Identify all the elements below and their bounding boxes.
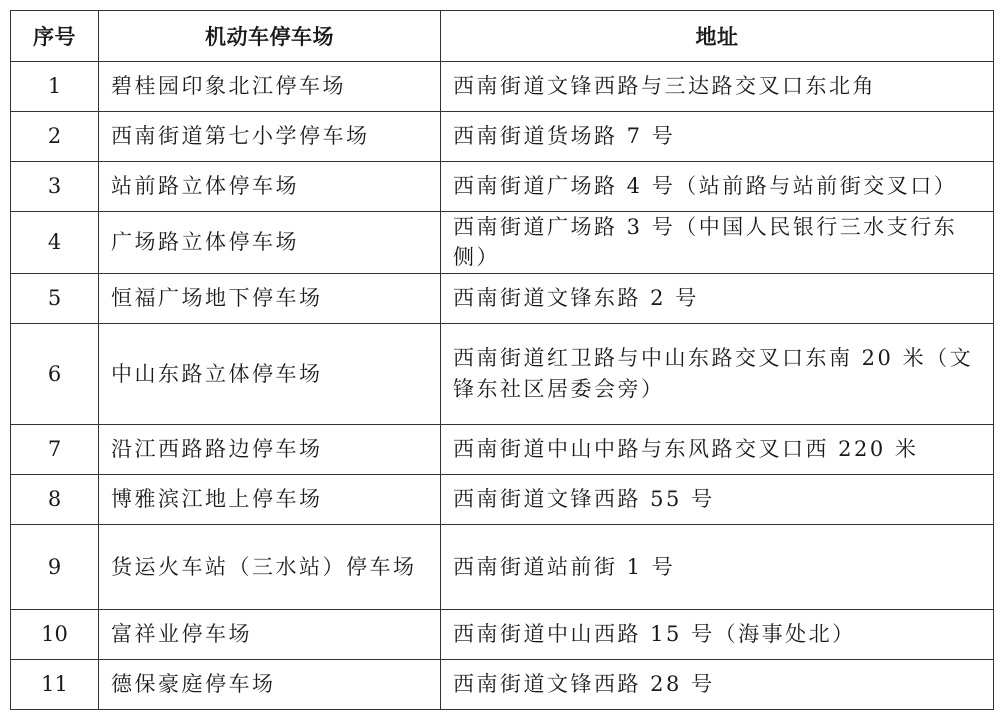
- row-address: 西南街道广场路 3 号（中国人民银行三水支行东侧）: [441, 212, 994, 274]
- table-row: [11, 212, 994, 274]
- row-address: 西南街道文锋西路 28 号: [441, 659, 994, 709]
- table-row: [11, 609, 994, 659]
- row-address: 西南街道文锋西路与三达路交叉口东北角: [441, 62, 994, 112]
- row-index: 4: [11, 212, 99, 274]
- row-name: 博雅滨江地上停车场: [99, 474, 441, 524]
- parking-lot-table: [10, 10, 994, 710]
- row-index: 10: [11, 609, 99, 659]
- row-index: 2: [11, 112, 99, 162]
- row-index: 3: [11, 162, 99, 212]
- row-name: 沿江西路路边停车场: [99, 424, 441, 474]
- row-index: 9: [11, 524, 99, 609]
- table-row: [11, 659, 994, 709]
- table-row: [11, 424, 994, 474]
- row-name: 站前路立体停车场: [99, 162, 441, 212]
- row-name: 碧桂园印象北江停车场: [99, 62, 441, 112]
- row-address: 西南街道货场路 7 号: [441, 112, 994, 162]
- row-address: 西南街道中山西路 15 号（海事处北）: [441, 609, 994, 659]
- table-row: [11, 62, 994, 112]
- table-row: [11, 474, 994, 524]
- row-index: 11: [11, 659, 99, 709]
- table-row: [11, 273, 994, 323]
- row-name: 德保豪庭停车场: [99, 659, 441, 709]
- row-index: 8: [11, 474, 99, 524]
- row-address: 西南街道站前街 1 号: [441, 524, 994, 609]
- row-name: 西南街道第七小学停车场: [99, 112, 441, 162]
- header-name: 机动车停车场: [99, 11, 441, 62]
- row-name: 中山东路立体停车场: [99, 323, 441, 424]
- table-row: [11, 524, 994, 609]
- row-address: 西南街道中山中路与东风路交叉口西 220 米: [441, 424, 994, 474]
- row-name: 富祥业停车场: [99, 609, 441, 659]
- table-row: [11, 112, 994, 162]
- header-index: 序号: [11, 11, 99, 62]
- row-index: 7: [11, 424, 99, 474]
- row-address: 西南街道红卫路与中山东路交叉口东南 20 米（文锋东社区居委会旁）: [441, 323, 994, 424]
- table-header-row: [11, 11, 994, 62]
- table-row: [11, 323, 994, 424]
- row-name: 广场路立体停车场: [99, 212, 441, 274]
- row-address: 西南街道广场路 4 号（站前路与站前街交叉口）: [441, 162, 994, 212]
- row-index: 6: [11, 323, 99, 424]
- row-name: 恒福广场地下停车场: [99, 273, 441, 323]
- row-address: 西南街道文锋东路 2 号: [441, 273, 994, 323]
- row-index: 5: [11, 273, 99, 323]
- row-address: 西南街道文锋西路 55 号: [441, 474, 994, 524]
- row-index: 1: [11, 62, 99, 112]
- table-row: [11, 162, 994, 212]
- row-name: 货运火车站（三水站）停车场: [99, 524, 441, 609]
- header-address: 地址: [441, 11, 994, 62]
